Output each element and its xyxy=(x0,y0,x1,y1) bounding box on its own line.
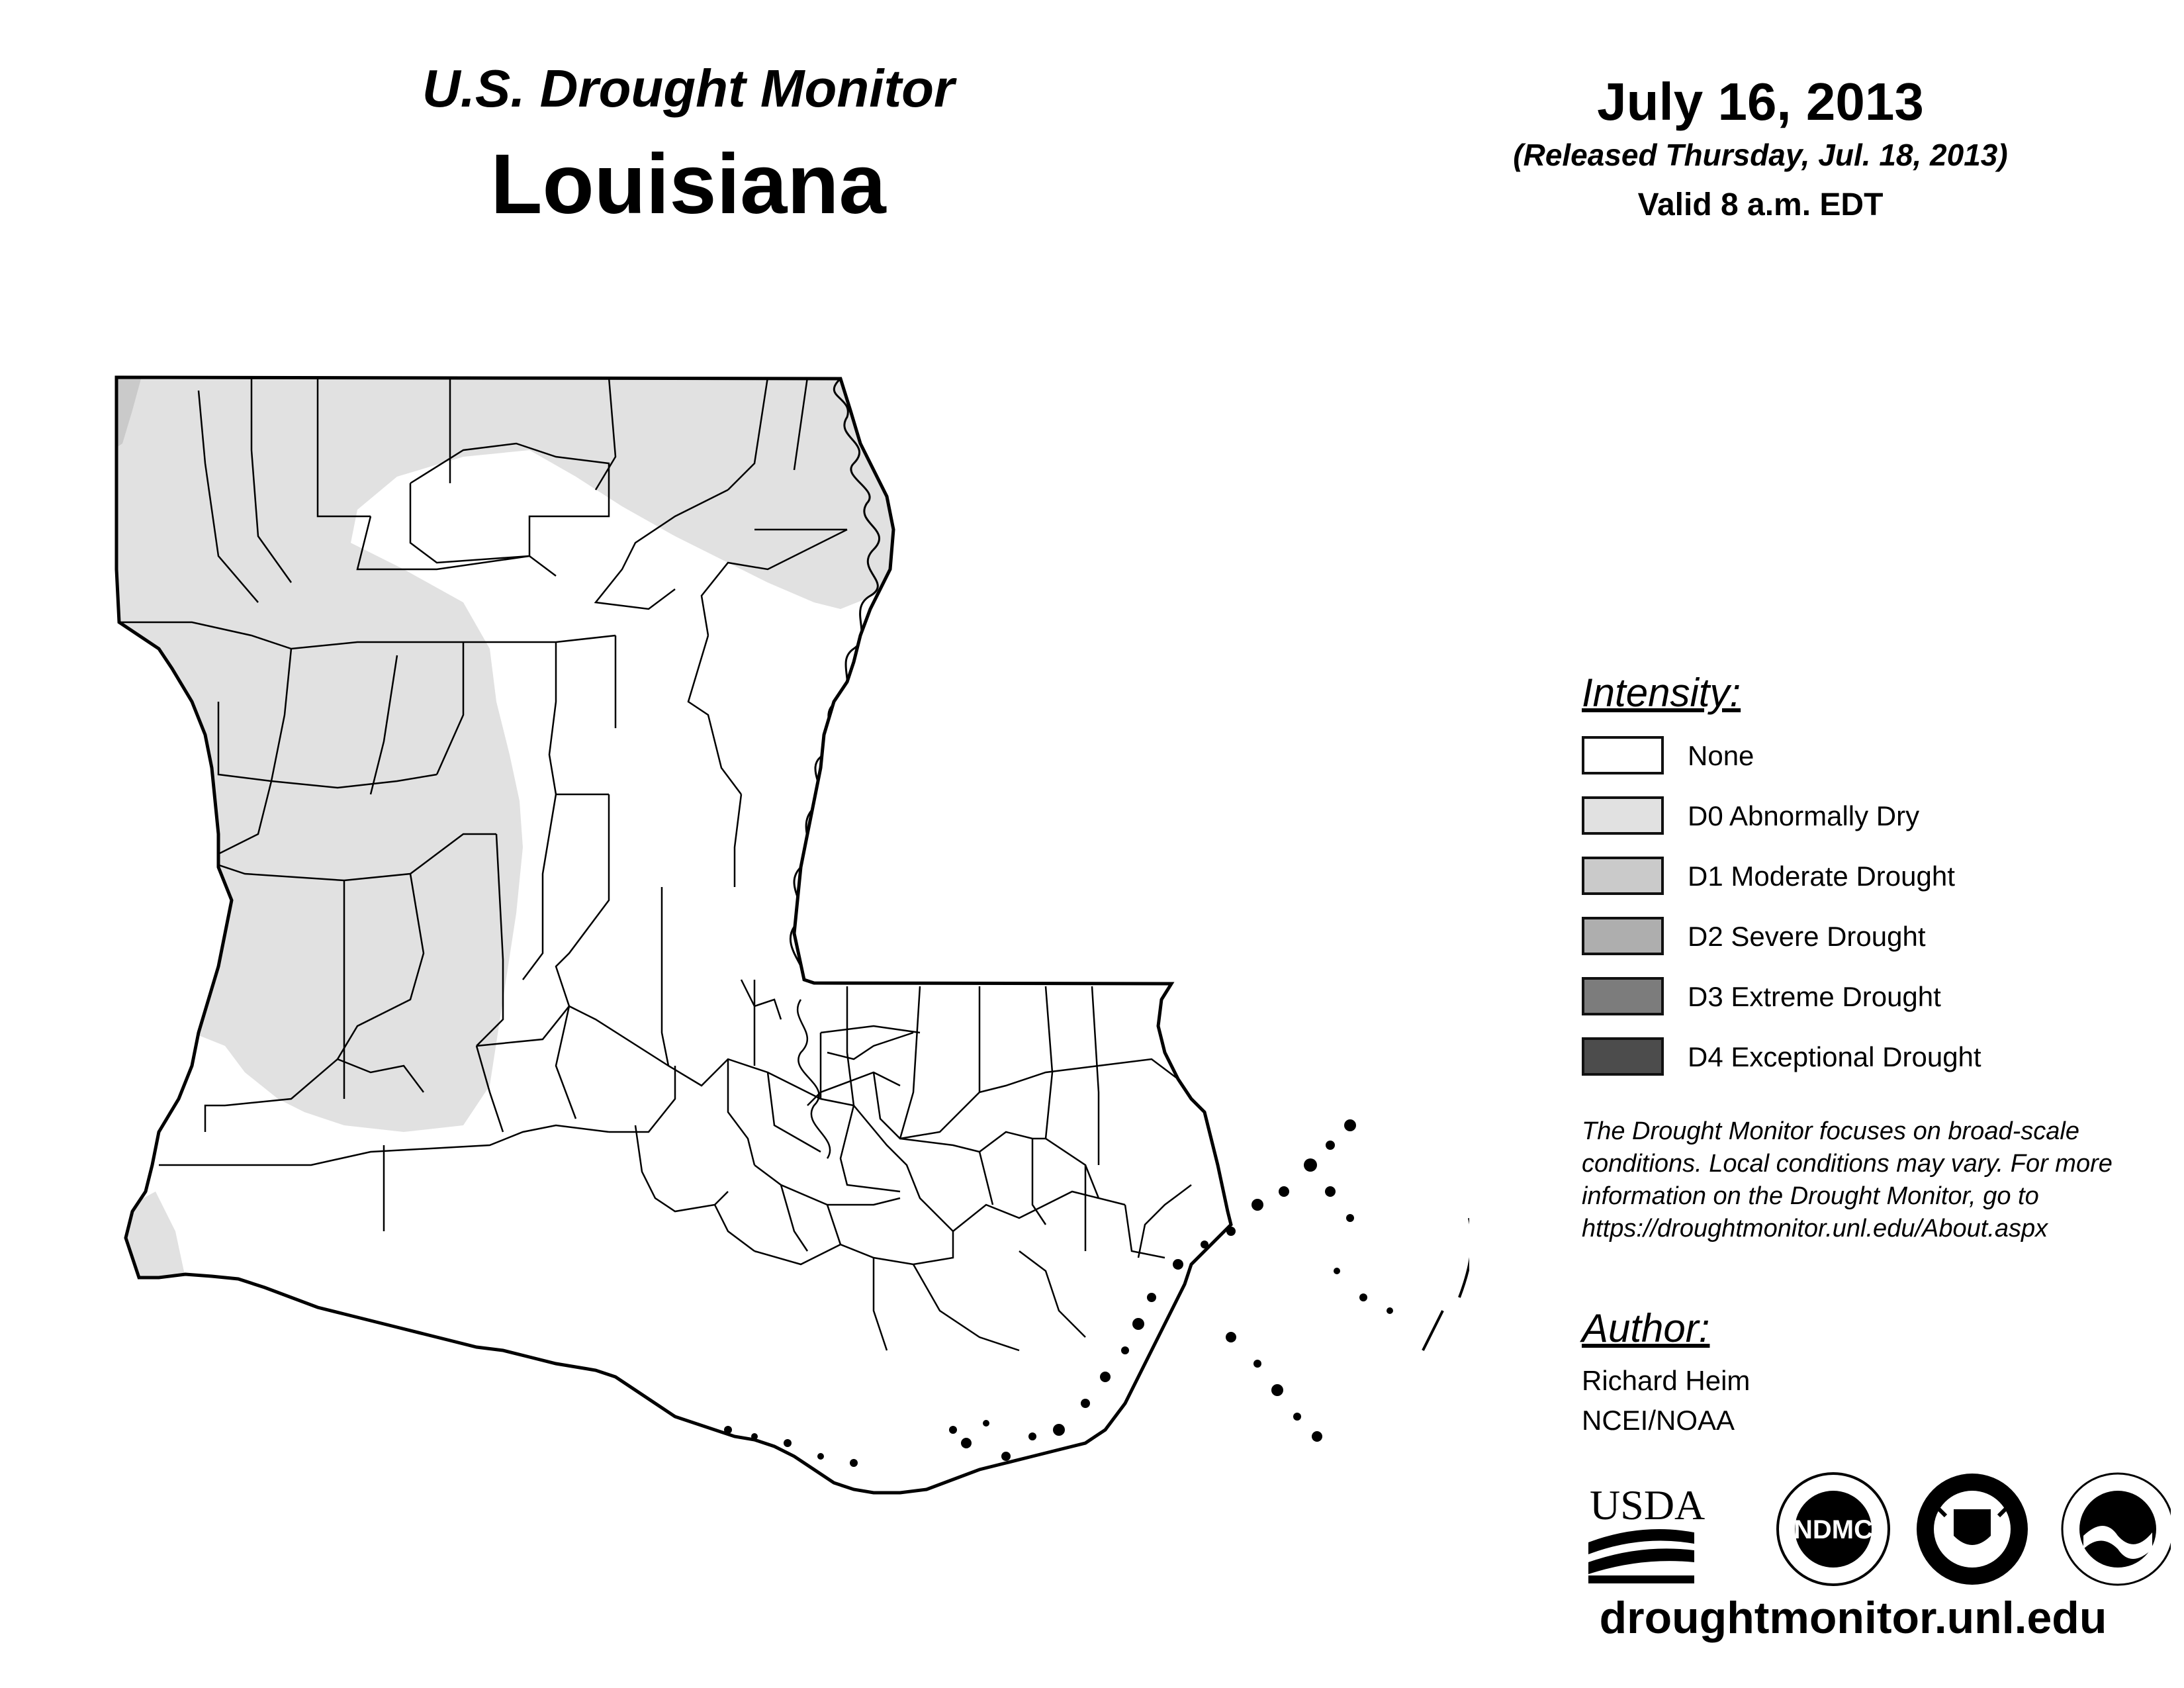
legend-swatch-d1 xyxy=(1582,857,1664,895)
usda-logo xyxy=(1588,1481,1705,1583)
legend-label-none: None xyxy=(1688,740,1754,771)
commerce-seal xyxy=(1917,1474,2028,1585)
ndmc-logo-text: NDMC xyxy=(1794,1515,1873,1544)
legend-swatch-d2 xyxy=(1582,917,1664,955)
usda-logo-text: USDA xyxy=(1590,1481,1706,1528)
disclaimer-text xyxy=(1582,1115,2164,1245)
legend-label-d0: D0 Abnormally Dry xyxy=(1688,800,1920,831)
legend-label-d3: D3 Extreme Drought xyxy=(1688,981,1941,1012)
valid-time: Valid 8 a.m. EDT xyxy=(1637,187,1884,222)
author-heading: Author: xyxy=(1582,1306,1710,1350)
chandeleur-islands xyxy=(1423,1218,1469,1350)
disclaimer-link[interactable]: https://droughtmonitor.unl.edu/About.aspx xyxy=(1582,1215,2048,1243)
legend-swatch-none xyxy=(1582,736,1664,774)
legend-label-d4: D4 Exceptional Drought xyxy=(1688,1041,1981,1072)
ndmc-logo xyxy=(1778,1474,1889,1585)
legend-label-d2: D2 Severe Drought xyxy=(1688,921,1926,952)
disclaimer-line-1: The Drought Monitor focuses on broad-scale xyxy=(1582,1117,2079,1145)
agency-logos xyxy=(1575,1470,2171,1589)
noaa-logo xyxy=(2062,1474,2171,1585)
louisiana-map xyxy=(93,371,1469,1628)
legend-swatch-d4 xyxy=(1582,1037,1664,1076)
legend-swatch-d0 xyxy=(1582,796,1664,835)
website-link[interactable]: droughtmonitor.unl.edu xyxy=(1599,1593,2107,1643)
legend-title: Intensity: xyxy=(1582,671,1741,715)
author-name: Richard Heim xyxy=(1582,1365,1751,1396)
state-title: Louisiana xyxy=(490,137,886,232)
product-title: U.S. Drought Monitor xyxy=(422,59,955,118)
map-date: July 16, 2013 xyxy=(1597,72,1924,131)
legend-swatch-d3 xyxy=(1582,977,1664,1015)
legend-label-d1: D1 Moderate Drought xyxy=(1688,861,1955,892)
release-note: (Released Thursday, Jul. 18, 2013) xyxy=(1513,138,2008,172)
disclaimer-line-2: conditions. Local conditions may vary. For more xyxy=(1582,1150,2113,1178)
disclaimer-line-3: information on the Drought Monitor, go to xyxy=(1582,1182,2039,1210)
author-org: NCEI/NOAA xyxy=(1582,1405,1735,1436)
